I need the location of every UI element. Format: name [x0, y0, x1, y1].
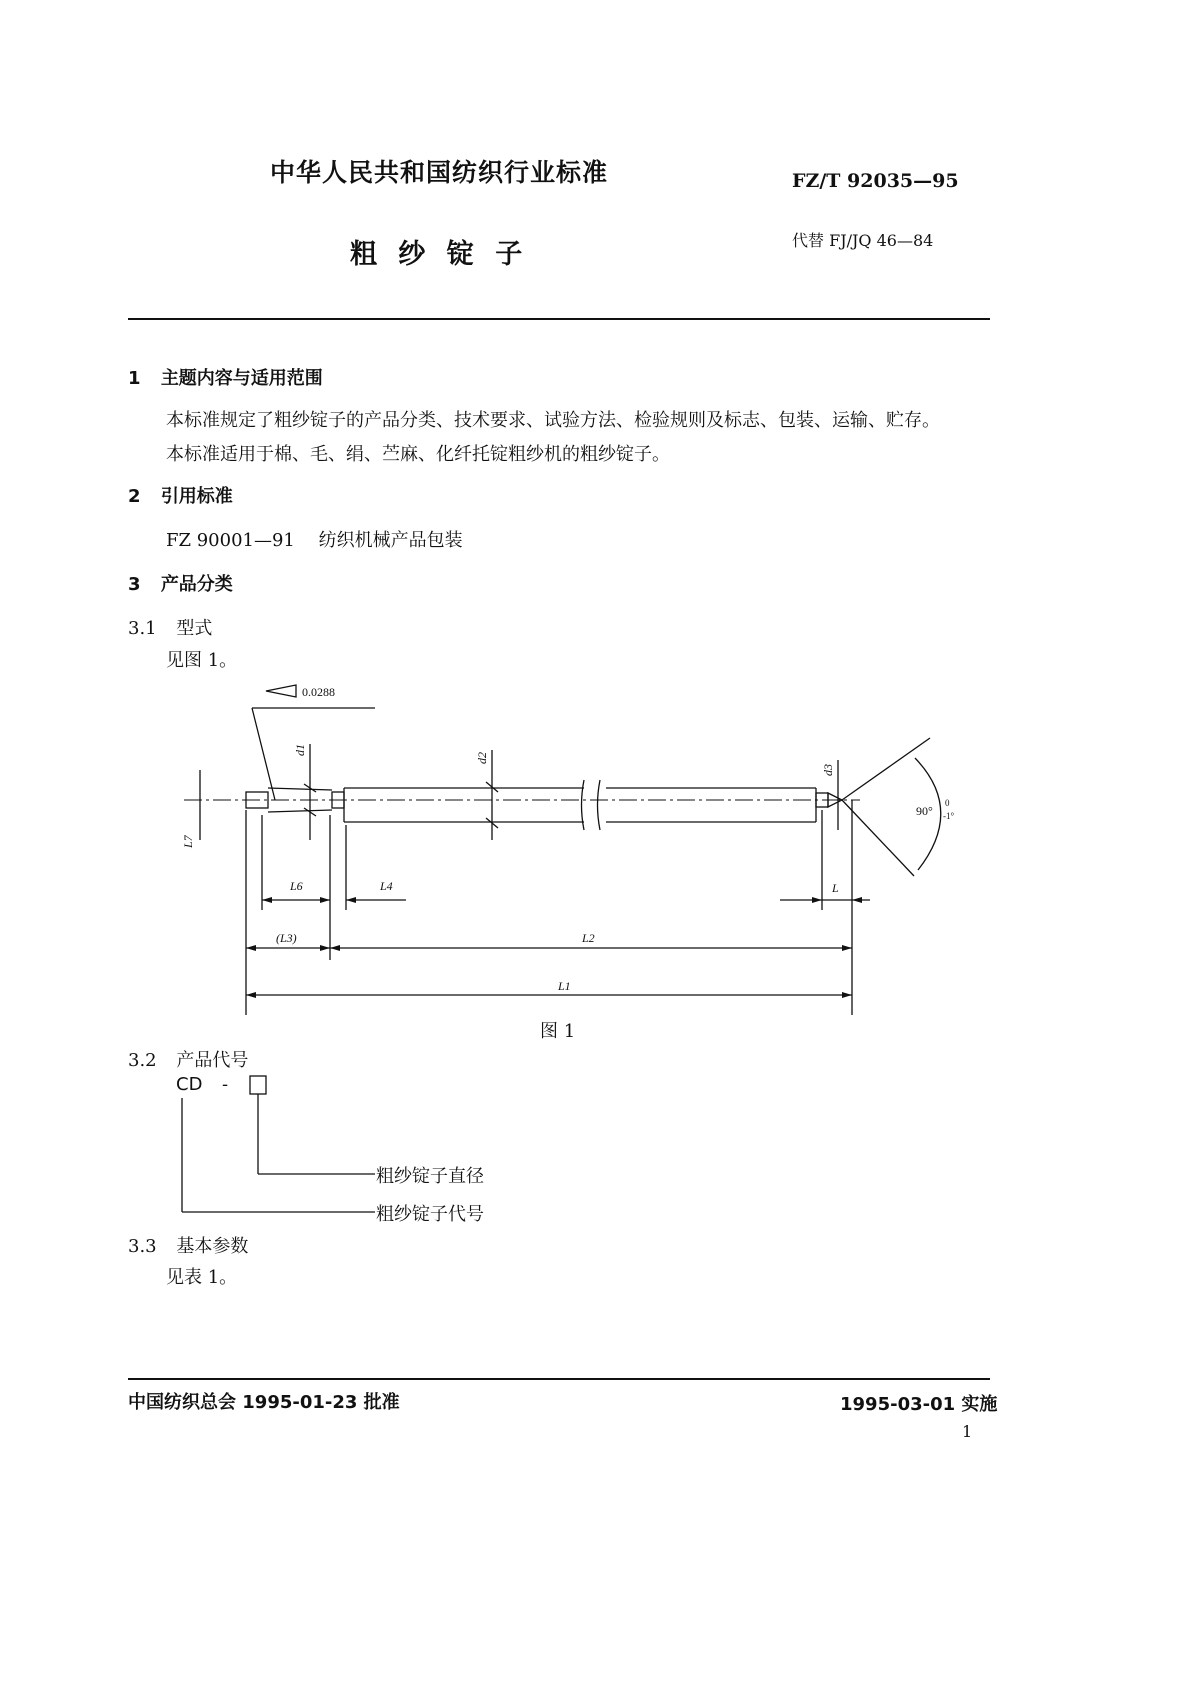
L4-label: L4 [380, 879, 393, 893]
document-title: 粗 纱 锭 子 [350, 239, 529, 270]
reference-title: 纺织机械产品包装 [318, 530, 463, 551]
code-box [250, 1076, 266, 1094]
break-line-2 [598, 780, 601, 830]
org-title: 中华人民共和国纺织行业标准 [270, 158, 609, 187]
section-2-heading [128, 482, 233, 508]
reference-line [166, 526, 463, 552]
spindle-drawing [170, 680, 990, 1020]
header-rule [128, 318, 990, 320]
L6-label: L6 [290, 879, 303, 893]
reference-code: FZ 90001—91 [166, 530, 295, 551]
approval-note: 中国纺织总会 1995-01-23 批准 [128, 1392, 400, 1413]
product-code-diagram [150, 1050, 390, 1230]
section-3-heading [128, 570, 233, 596]
section-3-number: 3 [128, 574, 141, 595]
section-3-1-title: 型式 [176, 618, 213, 639]
code-dash: - [222, 1074, 229, 1095]
taper-value: 0.0288 [302, 685, 335, 699]
page-number: 1 [962, 1422, 973, 1441]
section-3-1-number: 3.1 [128, 618, 157, 639]
left-shaft-top [268, 788, 332, 790]
section-3-3-title: 基本参数 [176, 1236, 249, 1257]
angle-tol-lower: -1° [943, 811, 955, 821]
angle-tol-upper: 0 [945, 798, 950, 808]
section-1-title: 主题内容与适用范围 [160, 368, 323, 389]
angle-leg-bottom [842, 800, 914, 876]
footer-rule [128, 1378, 990, 1380]
section-1-paragraph-1: 本标准规定了粗纱锭子的产品分类、技术要求、试验方法、检验规则及标志、包装、运输、贮存。 [166, 410, 940, 431]
code-prefix: CD [176, 1074, 203, 1095]
section-2-title: 引用标准 [160, 486, 233, 507]
d2-label: d2 [475, 752, 489, 764]
label-diameter: 粗纱锭子直径 [376, 1166, 484, 1187]
section-1-heading [128, 364, 323, 390]
L7-label: L7 [181, 835, 195, 848]
L-label: L [832, 881, 839, 895]
section-1-number: 1 [128, 368, 141, 389]
standard-number: FZ/T 92035—95 [792, 170, 959, 192]
section-1-paragraph-2: 本标准适用于棉、毛、绢、苎麻、化纤托锭粗纱机的粗纱锭子。 [166, 444, 670, 465]
d1-label: d1 [293, 744, 307, 756]
angle-leg-top [842, 738, 930, 800]
section-3-title: 产品分类 [160, 574, 233, 595]
angle-label: 90° [916, 804, 933, 818]
effective-note: 1995-03-01 实施 [840, 1394, 998, 1415]
section-3-1-heading [128, 614, 212, 640]
L2-label: L2 [582, 931, 595, 945]
figure-1-caption: 图 1 [540, 1021, 576, 1042]
section-3-1-text: 见图 1。 [166, 650, 238, 671]
taper-leader-slant [252, 708, 275, 800]
section-2-number: 2 [128, 486, 141, 507]
label-code: 粗纱锭子代号 [376, 1204, 484, 1225]
section-3-3-text: 见表 1。 [166, 1267, 238, 1288]
replaces-note: 代替 FJ/JQ 46—84 [792, 231, 934, 250]
taper-symbol-icon [266, 685, 296, 697]
section-3-3-heading [128, 1232, 248, 1258]
section-3-3-number: 3.3 [128, 1236, 157, 1257]
left-shaft-bottom [268, 810, 332, 812]
section-3-2-number: 3.2 [128, 1050, 157, 1071]
L3-label: (L3) [276, 931, 297, 945]
section-3-2-title: 产品代号 [176, 1050, 249, 1071]
d3-label: d3 [821, 764, 835, 776]
L1-label: L1 [558, 979, 571, 993]
